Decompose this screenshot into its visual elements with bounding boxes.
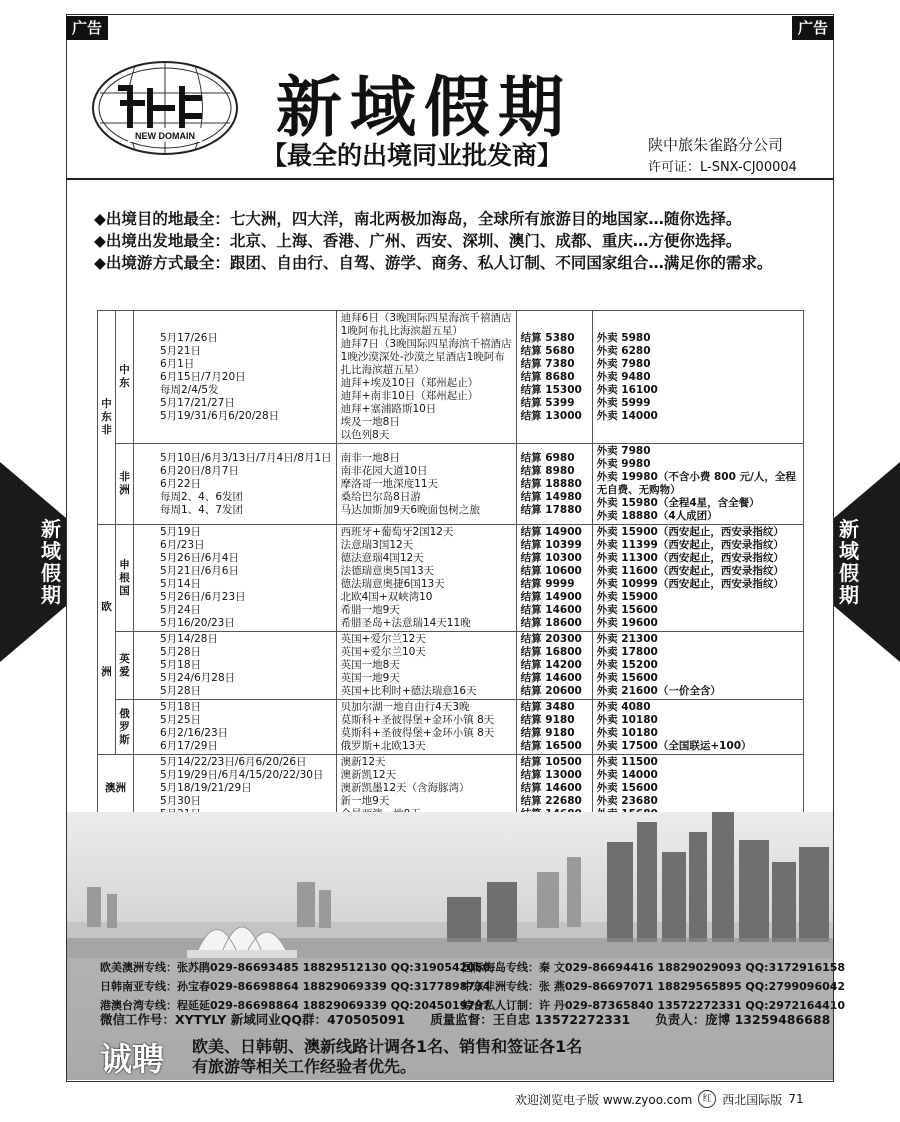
tour-price-table [97,310,804,823]
side-label-right: 新域假期 [839,517,859,607]
bullet-modes: ◆出境游方式最全：跟团、自由行、自驾、游学、商务、私人订制、不同国家组合…满足你的需求。 [94,254,773,272]
side-label-left: 新域假期 [41,517,61,607]
routes-cell: 西班牙+葡萄牙2国12天 法意瑞3国12天 德法意瑞4国12天 法德瑞意奥5国13天 德法瑞意奥捷6国13天 北欧4国+双峡湾10 希腊一地9天 希腊圣岛+法意瑞14天11晚 [336,525,516,632]
dates-cell: 5月18日 5月25日 6月2/16/23日 6月17/29日 [134,700,337,755]
slogan: 【最全的出境同业批发商】 [262,141,563,170]
red-badge-icon: 红 [698,1090,716,1108]
settle-price-cell: 结算 10500 结算 13000 结算 14600 结算 22680 [516,755,592,823]
routes-cell: 贝加尔湖一地自由行4天3晚 莫斯科+圣彼得堡+金环小镇 8天 莫斯科+圣彼得堡+金环小镇 8天 俄罗斯+北欧13天 [336,700,516,755]
recruit-positions: 欧美、日韩朝、澳新线路计调各1名、销售和签证各1名 [192,1037,583,1056]
routes-cell: 南非一地8日 南非花园大道10日 摩洛哥一地深度11天 桑给巴尔岛8日游 马达加斯加9天6晚面包树之旅 [336,444,516,525]
contact-list [100,958,846,1015]
region-australia: 澳洲 [98,755,134,823]
bullet-departures: ◆出境出发地最全：北京、上海、香港、广州、西安、深圳、澳门、成都、重庆…方便你选择。 [94,232,742,250]
retail-price-cell: 外卖 4080 外卖 10180 外卖 10180 外卖 17500（全国联运+100） [592,700,803,755]
dates-cell: 5月14/22/23日/6月6/20/26日 5月19/29日/6月4/15/20/22/30日 5月18/19/21/29日 5月30日 [134,755,337,823]
settle-price-cell: 结算 6980 结算 8980 结算 18880 结算 14980 结算 17880 [516,444,592,525]
page-number: 71 [788,1092,804,1106]
dates-cell: 5月17/26日 5月21日 6月1日 6月15日/7月20日 每周2/4/5发 5月17/21/27日 5月19/31/6月6/20/28日 [134,311,337,444]
routes-cell: 英国+爱尔兰12天 英国+爱尔兰10天 英国一地8天 英国一地9天 英国+比利时+德法瑞意16天 [336,632,516,700]
contact-europe-australia: 欧美澳洲专线：张苏鹃029-86693485 18829512130 QQ:3190542050 [100,961,491,974]
sub-region: 英爱 [116,632,134,700]
bullet-destinations: ◆出境目的地最全：七大洲，四大洋，南北两极加海岛，全球所有旅游目的地国家…随你选择。 [94,210,742,228]
retail-price-cell: 外卖 15900（西安起止，西安录指纹） 外卖 11399（西安起止，西安录指纹） 外卖 11300（西安起止，西安录指纹） 外卖 11600（西安起止，西安录指纹） 外卖 10999（西安起止，西安录指纹） 外卖 15900 外卖 15600 外卖 19600 [592,525,803,632]
retail-price-cell: 外卖 5980 外卖 6280 外卖 7980 外卖 9480 外卖 16100 外卖 5999 外卖 14000 [592,311,803,444]
recruit-title: 诚聘 [100,1040,165,1078]
routes-cell: 迪拜6日（3晚国际四星海滨千禧酒店1晚阿布扎比海滨超五星） 迪拜7日（3晚国际四星海滨千禧酒店1晚沙漠深处-沙漠之星酒店1晚阿布扎比海滨超五星） 迪拜+埃及10日（郑州起止） 迪拜+南非10日（郑州起止） 迪拜+塞浦路斯10日 埃及一地8日 以色列8天 [336,311,516,444]
ad-tag-right: 广告 [792,16,834,40]
sub-region: 非洲 [116,444,134,525]
sub-region: 中东 [116,311,134,444]
page-footer [515,1090,804,1108]
wechat-qq-info: 微信工作号：XYTYLY 新域同业QQ群：470505091 质量监督：王自忠 13572272331 负责人：庞博 13259486688 [100,1012,831,1027]
footer-welcome: 欢迎浏览电子版 www.zyoo.com [515,1092,693,1107]
settle-price-cell: 结算 5380 结算 5680 结算 7380 结算 8680 结算 15300 结算 5399 结算 13000 [516,311,592,444]
settle-price-cell: 结算 20300 结算 16800 结算 14200 结算 14600 结算 20600 [516,632,592,700]
contact-private-custom: 综合私人订制：许 丹029-87365840 13572272331 QQ:2972164410 [462,999,846,1012]
sub-region: 申根国 [116,525,134,632]
retail-price-cell: 外卖 7980 外卖 9980 外卖 19980（不含小费 800 元/人，全程无自费、无购物） 外卖 15980（全程4星，含全餐） 外卖 18880（4人成团） [592,444,803,525]
retail-price-cell: 外卖 21300 外卖 17800 外卖 15200 外卖 15600 外卖 21600（一价全含） [592,632,803,700]
svg-text:NEW DOMAIN: NEW DOMAIN [135,131,195,141]
sub-region: 俄罗斯 [116,700,134,755]
settle-price-cell: 结算 3480 结算 9180 结算 9180 结算 16500 [516,700,592,755]
contact-japan-korea: 日韩南亚专线：孙宝春029-86698864 18829069339 QQ:3177898734 [100,980,491,993]
table-row [98,700,804,755]
dates-cell: 5月10日/6月3/13日/7月4日/8月1日 6月20日/8月7日 6月22日 每周2、4、6发团 每周1、4、7发团 [134,444,337,525]
company-name: 陕中旅朱雀路分公司 [648,136,784,154]
table-row [98,632,804,700]
footer-edition: 西北国际版 [722,1092,783,1107]
table-row [98,444,804,525]
contact-row [100,977,846,996]
globe-logo-icon [90,58,240,158]
settle-price-cell: 结算 14900 结算 10399 结算 10300 结算 10600 结算 9999 结算 14900 结算 14600 结算 18600 [516,525,592,632]
dates-cell: 5月19日 6月/23日 5月26日/6月4日 5月21日/6月6日 5月14日 5月26日/6月23日 5月24日 5月16/20/23日 [134,525,337,632]
dates-cell: 5月14/28日 5月28日 5月18日 5月24/6月28日 5月28日 [134,632,337,700]
retail-price-cell: 外卖 11500 外卖 14000 外卖 15600 外卖 23680 [592,755,803,823]
recruit-requirement: 有旅游等相关工作经验者优先。 [192,1057,417,1076]
contact-islands: 国际海岛专线：秦 文029-86694416 18829029093 QQ:3172916158 [462,961,846,974]
table-row [98,525,804,632]
ad-tag-left: 广告 [66,16,108,40]
region-zhongdong-fei: 中东非 [98,311,116,525]
license-number: 许可证：L-SNX-CJ00004 [648,160,797,175]
routes-cell: 澳新12天 澳新凯12天 澳新凯墨12天（含海豚湾） 新一地9天 [336,755,516,823]
contact-hk-macau-taiwan: 港澳台湾专线：程延延029-86698864 18829069339 QQ:2045019797 [100,999,491,1012]
contact-middle-east-africa: 中东非洲专线：张 燕029-86697071 18829565895 QQ:2799096042 [462,980,846,993]
feature-bullets [94,208,824,274]
table-row [98,311,804,444]
region-europe: 欧 洲 [98,525,116,755]
brand-title: 新域假期 [276,68,572,146]
contact-row [100,958,846,977]
header [66,40,834,180]
